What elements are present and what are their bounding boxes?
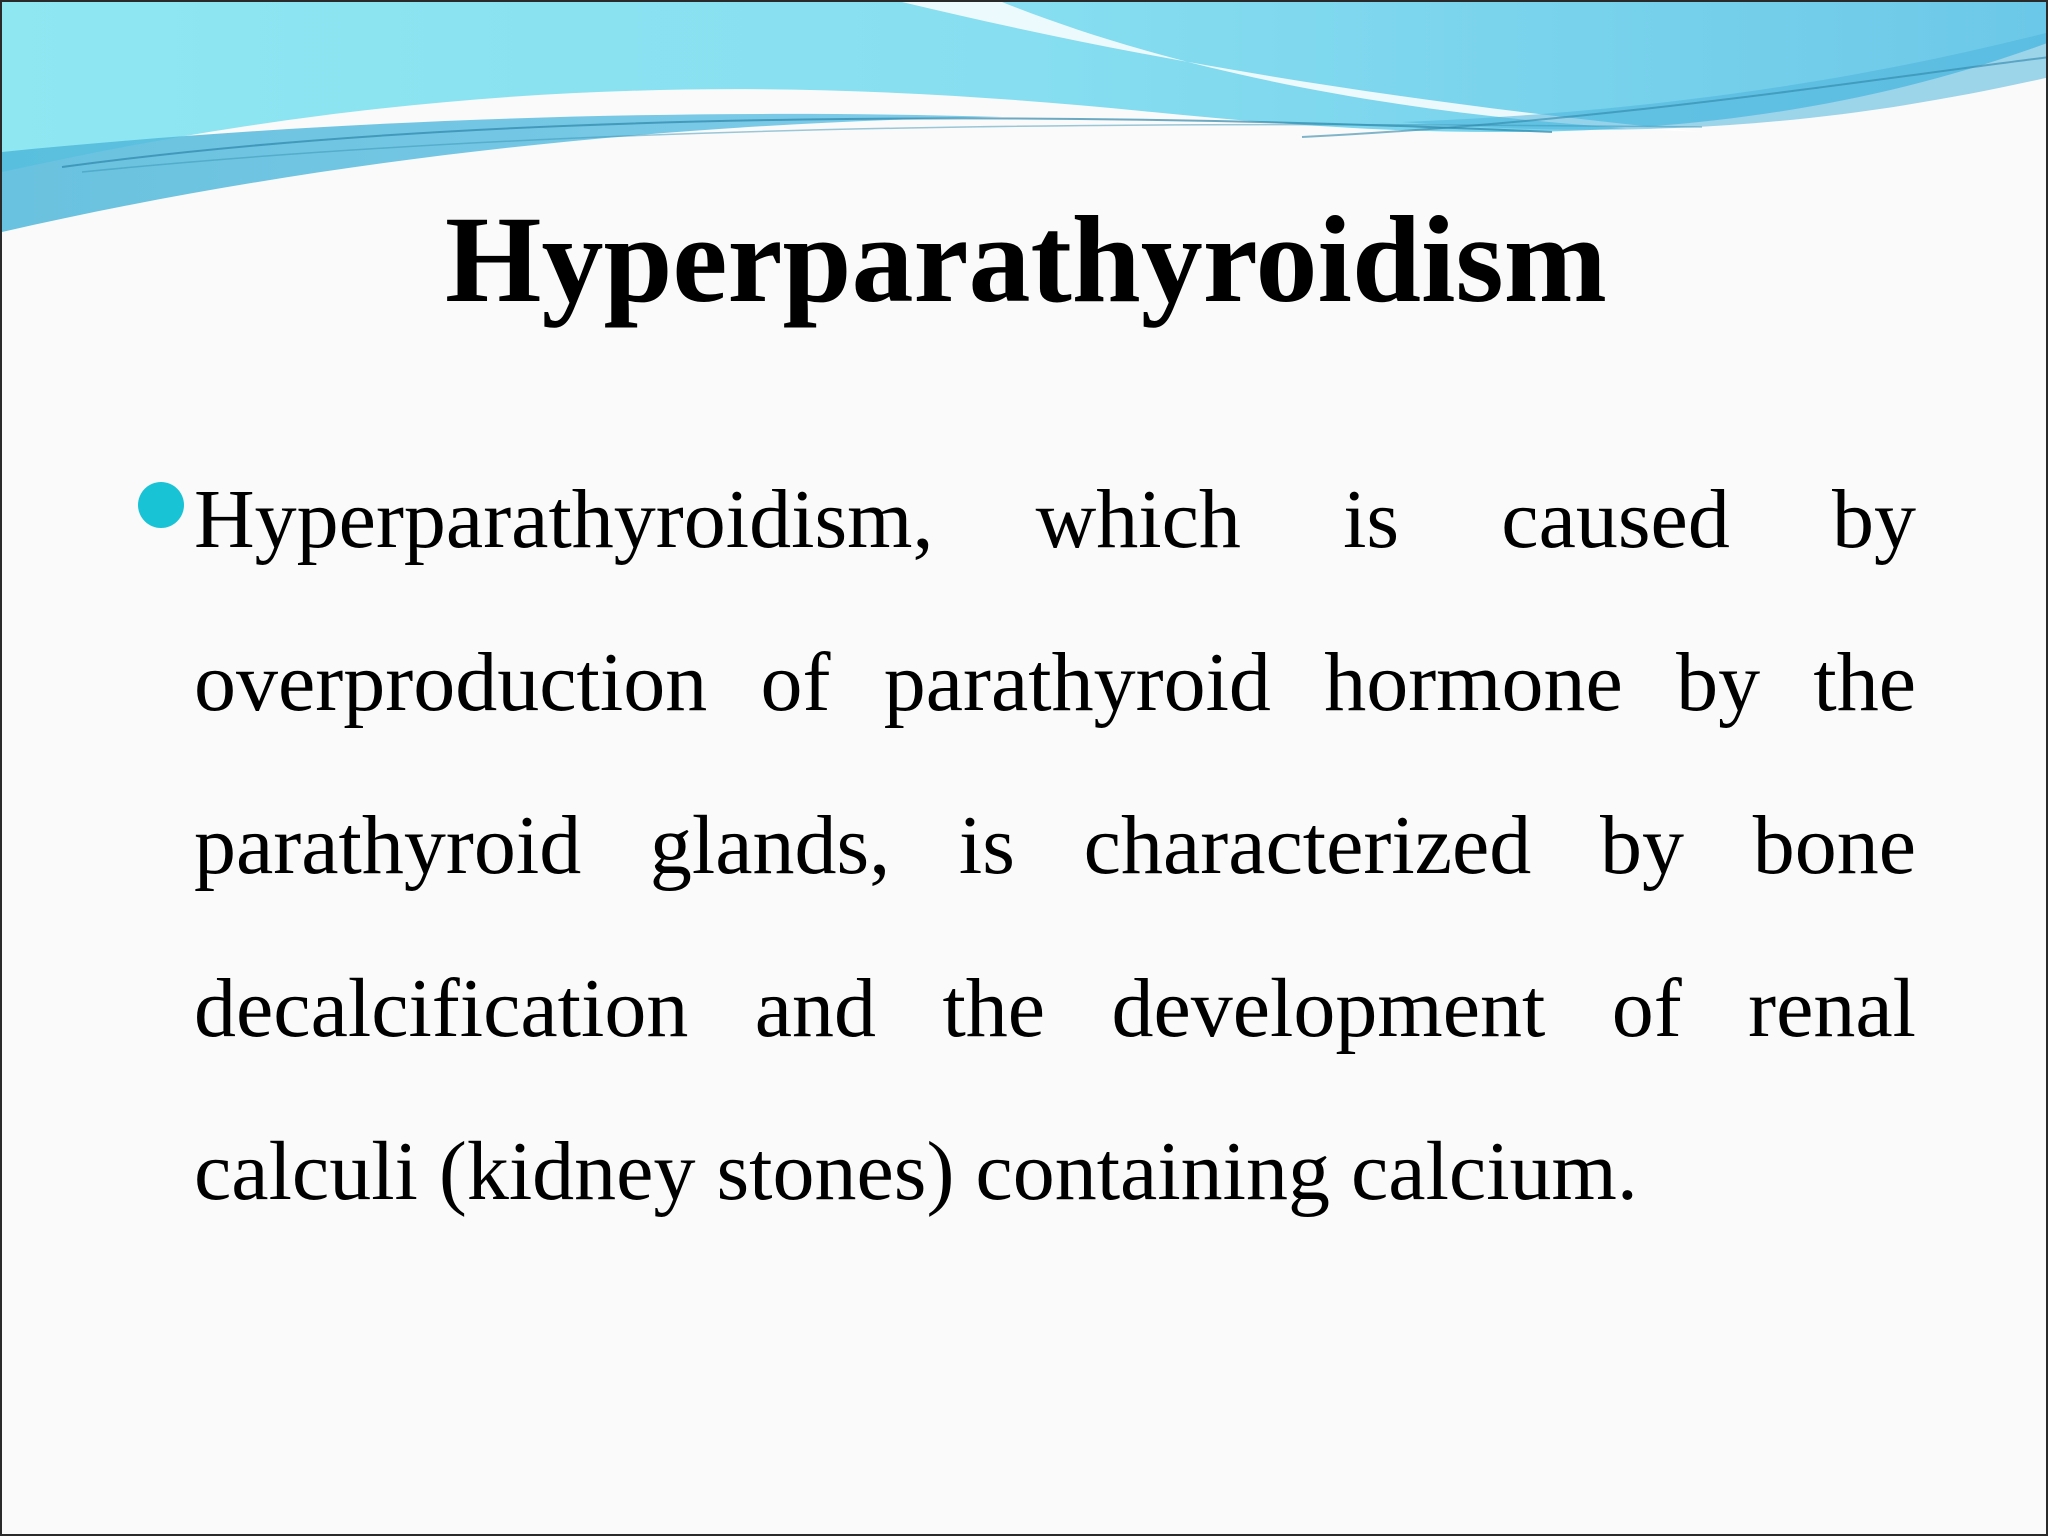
slide-title: Hyperparathyroidism — [445, 191, 1607, 328]
bullet-item — [138, 454, 1920, 1337]
bullet-dot-icon — [138, 482, 184, 528]
bullet-text: Hyperparathyroidism, which is caused by overproduction of parathyroid hormone by the parathyroid glands, is characterized by bone decalcification and the development of renal calculi (kidney stones) containing calcium. — [194, 473, 1916, 1218]
